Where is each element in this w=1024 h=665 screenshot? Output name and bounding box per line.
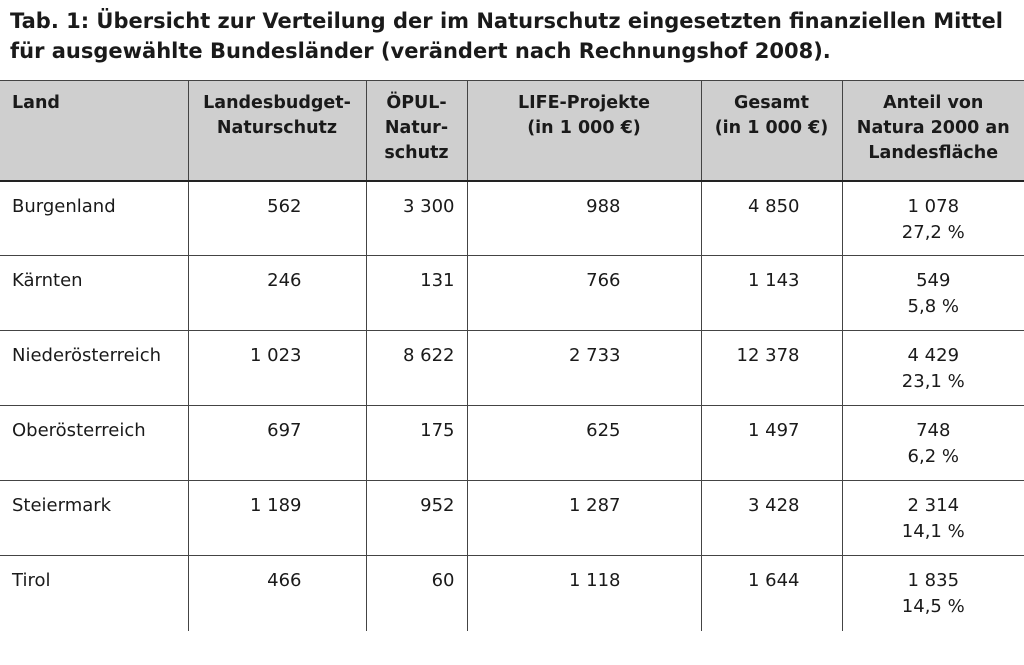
header-anteil-natura-2000: Anteil von Natura 2000 an Landesfläche	[842, 81, 1024, 181]
cell-anteil-value: 1 078	[907, 195, 960, 217]
cell-anteil-percent: 14,1 %	[901, 521, 965, 542]
table-header	[0, 81, 1024, 181]
table-caption: Tab. 1: Übersicht zur Verteilung der im Naturschutz eingesetzten finanziellen Mittel für ausgewählte Bundesländer (verändert nach Rechnungshof 2008).	[10, 9, 1003, 63]
cell-gesamt: 3 428	[701, 481, 842, 556]
table-row	[0, 556, 1024, 631]
cell-anteil-value: 549	[916, 270, 951, 291]
cell-anteil-percent: 6,2 %	[907, 446, 959, 467]
cell-anteil-value: 748	[916, 420, 951, 441]
cell-oepul: 60	[366, 556, 467, 631]
cell-anteil-percent: 14,5 %	[901, 596, 965, 617]
cell-gesamt: 1 644	[701, 556, 842, 631]
cell-anteil-value: 1 835	[907, 570, 960, 591]
cell-life: 988	[467, 181, 701, 256]
header-row	[0, 81, 1024, 181]
cell-gesamt: 4 850	[701, 181, 842, 256]
cell-land: Oberösterreich	[0, 406, 188, 481]
cell-gesamt: 1 497	[701, 406, 842, 481]
cell-anteil-percent: 5,8 %	[907, 296, 959, 317]
cell-landesbudget: 1 023	[188, 331, 366, 406]
cell-anteil-value: 4 429	[907, 345, 960, 366]
cell-anteil	[842, 181, 1024, 256]
cell-oepul: 952	[366, 481, 467, 556]
table-row	[0, 181, 1024, 256]
cell-land: Kärnten	[0, 256, 188, 331]
cell-landesbudget: 1 189	[188, 481, 366, 556]
table-row	[0, 406, 1024, 481]
funding-table	[0, 80, 1024, 631]
cell-land: Burgenland	[0, 181, 188, 256]
cell-anteil	[842, 256, 1024, 331]
cell-land: Tirol	[12, 570, 51, 591]
cell-life: 2 733	[467, 331, 701, 406]
cell-landesbudget: 466	[188, 556, 366, 631]
table-body	[0, 181, 1024, 631]
cell-landesbudget: 697	[188, 406, 366, 481]
cell-landesbudget: 246	[188, 256, 366, 331]
cell-anteil-percent: 23,1 %	[901, 371, 965, 392]
cell-gesamt: 12 378	[701, 331, 842, 406]
cell-life: 1 118	[467, 556, 701, 631]
cell-oepul: 8 622	[366, 331, 467, 406]
table-row	[0, 256, 1024, 331]
cell-anteil	[842, 406, 1024, 481]
cell-anteil	[842, 556, 1024, 631]
header-land: Land	[0, 81, 188, 181]
header-gesamt: Gesamt (in 1 000 €)	[701, 81, 842, 181]
cell-anteil-percent: 27,2 %	[901, 221, 965, 243]
cell-gesamt: 1 143	[701, 256, 842, 331]
cell-anteil-value: 2 314	[907, 495, 960, 516]
header-life-projekte: LIFE-Projekte (in 1 000 €)	[467, 81, 701, 181]
cell-land: Niederösterreich	[0, 331, 188, 406]
header-oepul: ÖPUL- Natur- schutz	[366, 81, 467, 181]
cell-life: 1 287	[467, 481, 701, 556]
table-row	[0, 481, 1024, 556]
cell-life: 625	[467, 406, 701, 481]
cell-anteil	[842, 481, 1024, 556]
table-row	[0, 331, 1024, 406]
cell-landesbudget: 562	[188, 181, 366, 256]
header-landesbudget: Landesbudget- Naturschutz	[188, 81, 366, 181]
cell-oepul: 175	[366, 406, 467, 481]
cell-land: Steiermark	[0, 481, 188, 556]
cell-life: 766	[467, 256, 701, 331]
cell-anteil	[842, 331, 1024, 406]
cell-oepul: 3 300	[366, 181, 467, 256]
cell-oepul: 131	[366, 256, 467, 331]
